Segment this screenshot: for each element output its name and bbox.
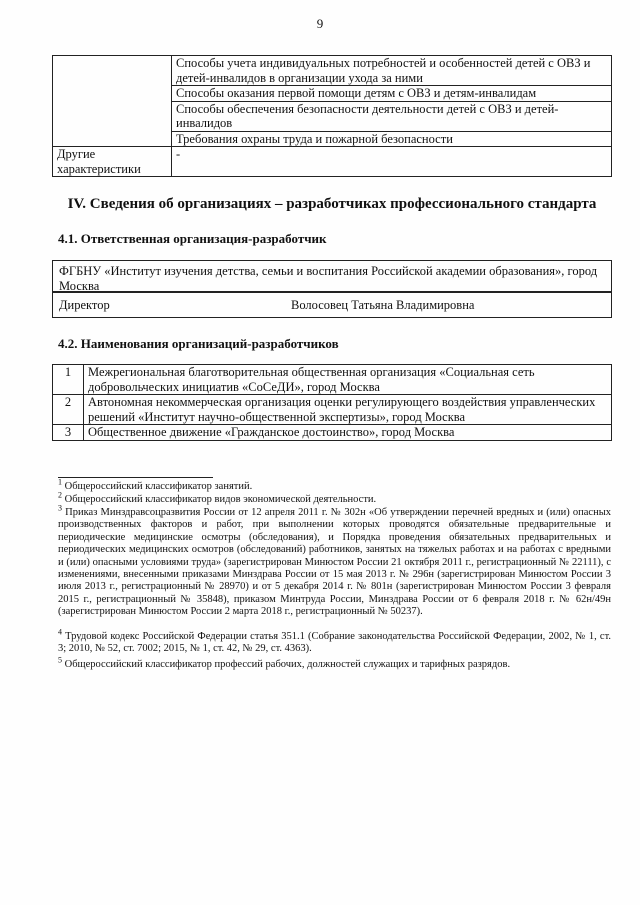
table-cell: Способы оказания первой помощи детям с ОВЗ и детям-инвалидам bbox=[172, 86, 612, 102]
footnote-text: Общероссийский классификатор профессий рабочих, должностей служащих и тарифных разрядов. bbox=[64, 659, 511, 670]
responsible-org-box: ФГБНУ «Институт изучения детства, семьи и воспитания Российской академии образования», город Москва bbox=[52, 260, 612, 292]
row-number: 2 bbox=[53, 395, 84, 425]
table-cell: Способы учета индивидуальных потребностей и особенностей детей с ОВЗ и детей-инвалидов в организации ухода за ними bbox=[172, 56, 612, 86]
knowledge-table bbox=[52, 55, 612, 177]
developers-table bbox=[52, 364, 612, 441]
row-number: 1 bbox=[53, 365, 84, 395]
footnote-text: Общероссийский классификатор видов экономической деятельности. bbox=[64, 494, 377, 505]
director-name: Волосовец Татьяна Владимировна bbox=[291, 298, 475, 312]
footnote-text: Приказ Минздравсоцразвития России от 12 апреля 2011 г. № 302н «Об утверждении перечней вредных и (или) опасных производственных факторов и работ, при выполнении которых проводятся обязательные предварительные и периодические медицинские осмотры (обследования), и Порядка проведения обязательных предварительных и периодических медицинских осмотров (обследований) работников, занятых на тяжелых работах и на работах с вредными и (или) опасными условиями труда» (зарегистрирован Минюстом России 21 октября 2011 г., регистрационный № 22111), с изменениями, внесенными приказами Минздрава России от 15 мая 2013 г. № 296н (зарегистрирован Минюстом России 3 июля 2013 г., регистрационный № 28970) и от 5 декабря 2014 г. № 801н (зарегистрирован Минюстом России 3 февраля 2015 г., регистрационный № 35848), приказом Минтруда России, Минздрава России от 6 февраля 2018 г. № 62н/49н (зарегистрирован Минюстом России 2 марта 2018 г., регистрационный № 50237). bbox=[58, 507, 612, 618]
footnote-mark: 4 bbox=[58, 627, 62, 637]
table-row bbox=[53, 365, 612, 395]
footnote bbox=[58, 490, 611, 506]
table-cell: Требования охраны труда и пожарной безопасности bbox=[172, 131, 612, 147]
other-characteristics-value: - bbox=[172, 147, 612, 177]
director-label: Директор bbox=[59, 298, 110, 312]
developer-name: Общественное движение «Гражданское достоинство», город Москва bbox=[84, 425, 612, 441]
row-number: 3 bbox=[53, 425, 84, 441]
table-row bbox=[53, 147, 612, 177]
footnote bbox=[58, 503, 612, 619]
table-row bbox=[53, 56, 612, 86]
section-title: IV. Сведения об организациях – разработчиках профессионального стандарта bbox=[67, 196, 597, 212]
footnote bbox=[58, 627, 612, 656]
page-number: 9 bbox=[316, 16, 324, 31]
footnote bbox=[58, 655, 611, 671]
other-characteristics-label: Другие характеристики bbox=[53, 147, 172, 177]
footnote-mark: 1 bbox=[58, 477, 62, 487]
subsection-title-responsible: 4.1. Ответственная организация-разработчик bbox=[58, 231, 327, 246]
footnote-text: Трудовой кодекс Российской Федерации статья 351.1 (Собрание законодательства Российской Федерации, 2002, № 1, ст. 3; 2010, № 52, ст. 7002; 2015, № 1, ст. 42, № 29, ст. 4363). bbox=[58, 631, 612, 655]
director-row bbox=[52, 292, 612, 318]
table-row bbox=[53, 395, 612, 425]
developer-name: Автономная некоммерческая организация оценки регулирующего воздействия управленческих решений «Институт научно-общественной экспертизы», город Москва bbox=[84, 395, 612, 425]
footnote-divider bbox=[58, 477, 213, 478]
footnote-mark: 2 bbox=[58, 490, 62, 500]
footnote bbox=[58, 477, 611, 493]
table-row bbox=[53, 425, 612, 441]
subsection-title-developers: 4.2. Наименования организаций-разработчиков bbox=[58, 336, 339, 351]
developer-name: Межрегиональная благотворительная общественная организация «Социальная сеть добровольческих инициатив «СоСеДИ», город Москва bbox=[84, 365, 612, 395]
footnote-mark: 3 bbox=[58, 503, 62, 513]
footnote-mark: 5 bbox=[58, 655, 62, 665]
table-cell: Способы обеспечения безопасности деятельности детей с ОВЗ и детей-инвалидов bbox=[172, 101, 612, 131]
table-cell-empty bbox=[53, 56, 172, 147]
footnote-text: Общероссийский классификатор занятий. bbox=[64, 481, 253, 492]
